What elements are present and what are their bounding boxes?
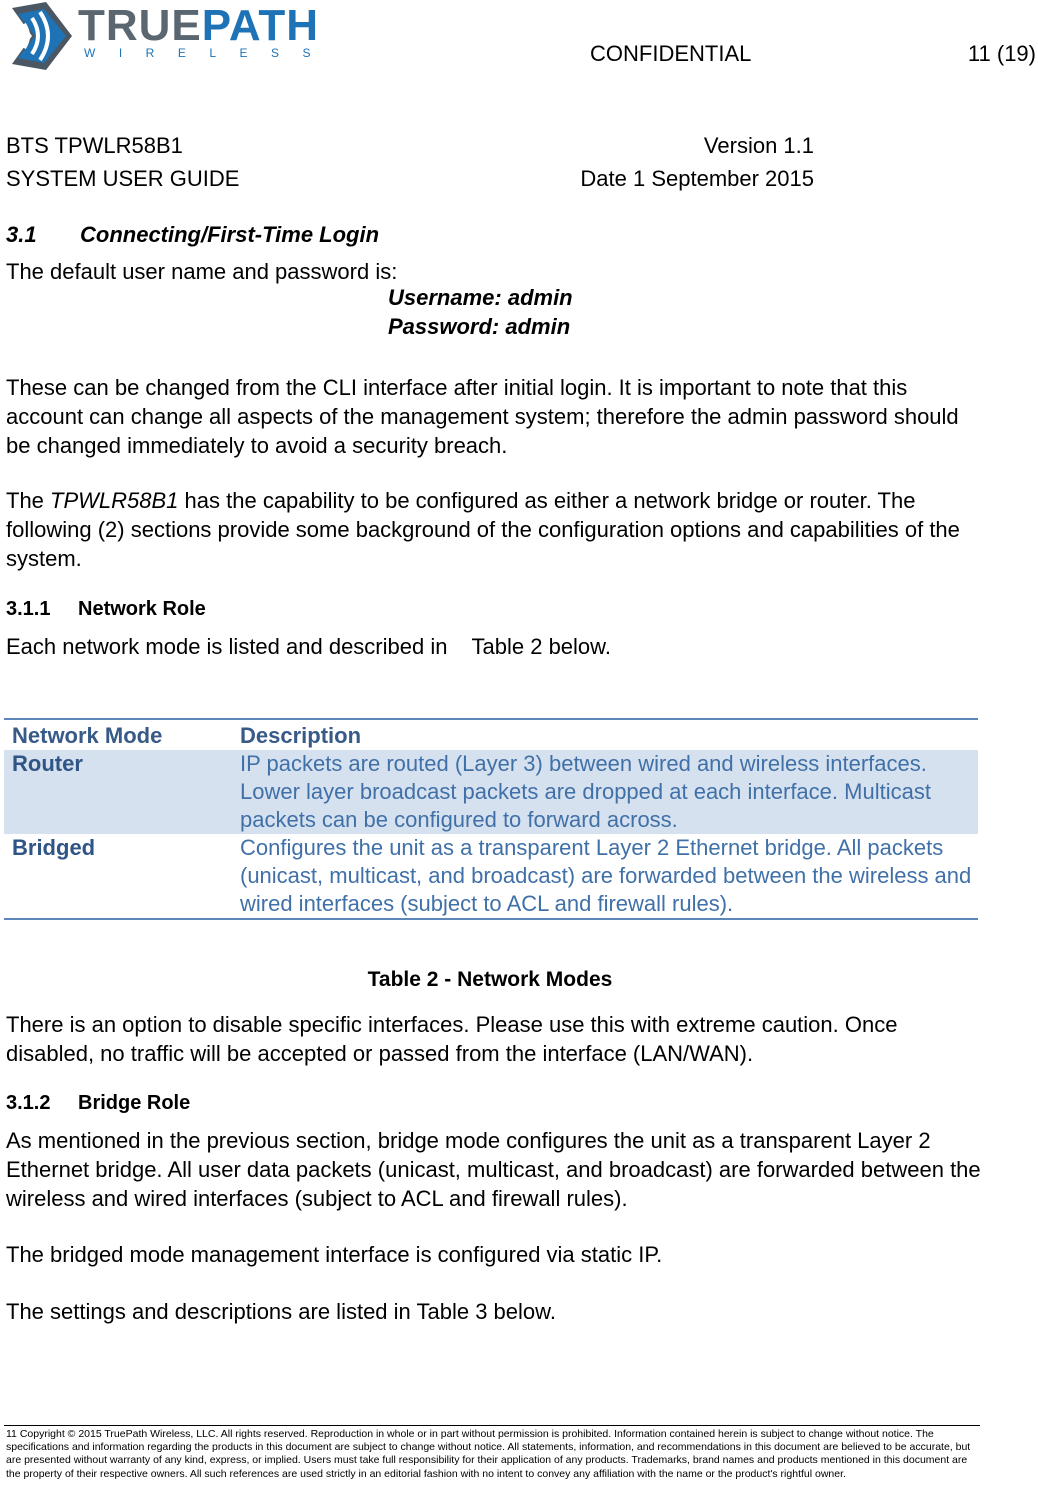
disable-interfaces-paragraph: There is an option to disable specific interfaces. Please use this with extreme caution. Once disabled, no traffic will be accepted or passed from the interface (LAN/WAN). xyxy=(6,1012,898,1066)
logo-wordmark: TRUEPATH xyxy=(78,1,320,50)
default-password: Password: admin xyxy=(388,314,571,339)
description-cell: Configures the unit as a transparent Layer 2 Ethernet bridge. All packets (unicast, multicast, and broadcast) are forwarded between the wireless and wired interfaces (subject to ACL and firewall rules). xyxy=(232,834,978,919)
bridge-management-paragraph: The bridged mode management interface is configured via static IP. xyxy=(6,1242,663,1267)
network-role-paragraph: Each network mode is listed and described in Table 2 below. xyxy=(6,634,611,659)
copyright-footer: 11 Copyright © 2015 TruePath Wireless, LLC. All rights reserved. Reproduction in whole or in part without permission is prohibited. Information contained herein is subject to change without notice. The specifications and information regarding the products in this document are subject to change without notice. All statements, information, and recommendations in this document are believed to be accurate, but are presented without warranty of any kind, express, or implied. Users must take full responsibility for their application of any products. Trademarks, brand names and products mentioned in this document are the property of their respective owners. All such references are used strictly in an editorial fashion with no intent to convey any affiliation with the name or the product's rightful owner. xyxy=(6,1428,971,1480)
login-paragraph: These can be changed from the CLI interface after initial login. It is important to note that this account can change all aspects of the management system; therefore the admin password should be changed immediately to avoid a security breach. xyxy=(6,375,959,458)
network-modes-table xyxy=(4,718,978,920)
section-heading-3-1-2: 3.1.2 Bridge Role xyxy=(6,1092,191,1114)
default-username: Username: admin xyxy=(388,285,573,310)
doc-id: BTS TPWLR58B1 xyxy=(6,133,183,158)
column-header-mode: Network Mode xyxy=(4,719,232,750)
logo-subtitle: WIRELESS xyxy=(84,46,335,60)
table-row xyxy=(4,750,978,834)
description-cell: IP packets are routed (Layer 3) between wired and wireless interfaces. Lower layer broadcast packets are dropped at each interface. Multicast packets can be configured to forward across. xyxy=(232,750,978,834)
footer-divider xyxy=(4,1425,980,1426)
table-header-row xyxy=(4,719,978,750)
bridge-role-paragraph: As mentioned in the previous section, bridge mode configures the unit as a transparent Layer 2 Ethernet bridge. All user data packets (unicast, multicast, and broadcast) are forwarded between the wireless and wired interfaces (subject to ACL and firewall rules). xyxy=(6,1128,981,1211)
login-intro: The default user name and password is: xyxy=(6,259,398,284)
page-number: 11 (19) xyxy=(967,41,1036,66)
mode-cell: Router xyxy=(4,750,232,834)
doc-version: Version 1.1 xyxy=(703,133,814,158)
truepath-logo xyxy=(2,0,354,72)
section-heading-3-1-1: 3.1.1 Network Role xyxy=(6,598,206,620)
doc-date: Date 1 September 2015 xyxy=(580,166,814,191)
settings-reference-paragraph: The settings and descriptions are listed in Table 3 below. xyxy=(6,1299,556,1324)
table-caption: Table 2 - Network Modes xyxy=(367,968,613,991)
capability-paragraph: The TPWLR58B1 has the capability to be configured as either a network bridge or router. The following (2) sections provide some background of the configuration options and capabilities of the system. xyxy=(6,488,960,571)
section-heading-3-1: 3.1 Connecting/First-Time Login xyxy=(6,222,380,247)
confidential-label: CONFIDENTIAL xyxy=(590,41,752,66)
table-row xyxy=(4,834,978,919)
signal-wave-icon xyxy=(2,0,76,72)
product-name: TPWLR58B1 xyxy=(50,488,179,513)
mode-cell: Bridged xyxy=(4,834,232,919)
column-header-description: Description xyxy=(232,719,978,750)
doc-type: SYSTEM USER GUIDE xyxy=(6,166,240,191)
